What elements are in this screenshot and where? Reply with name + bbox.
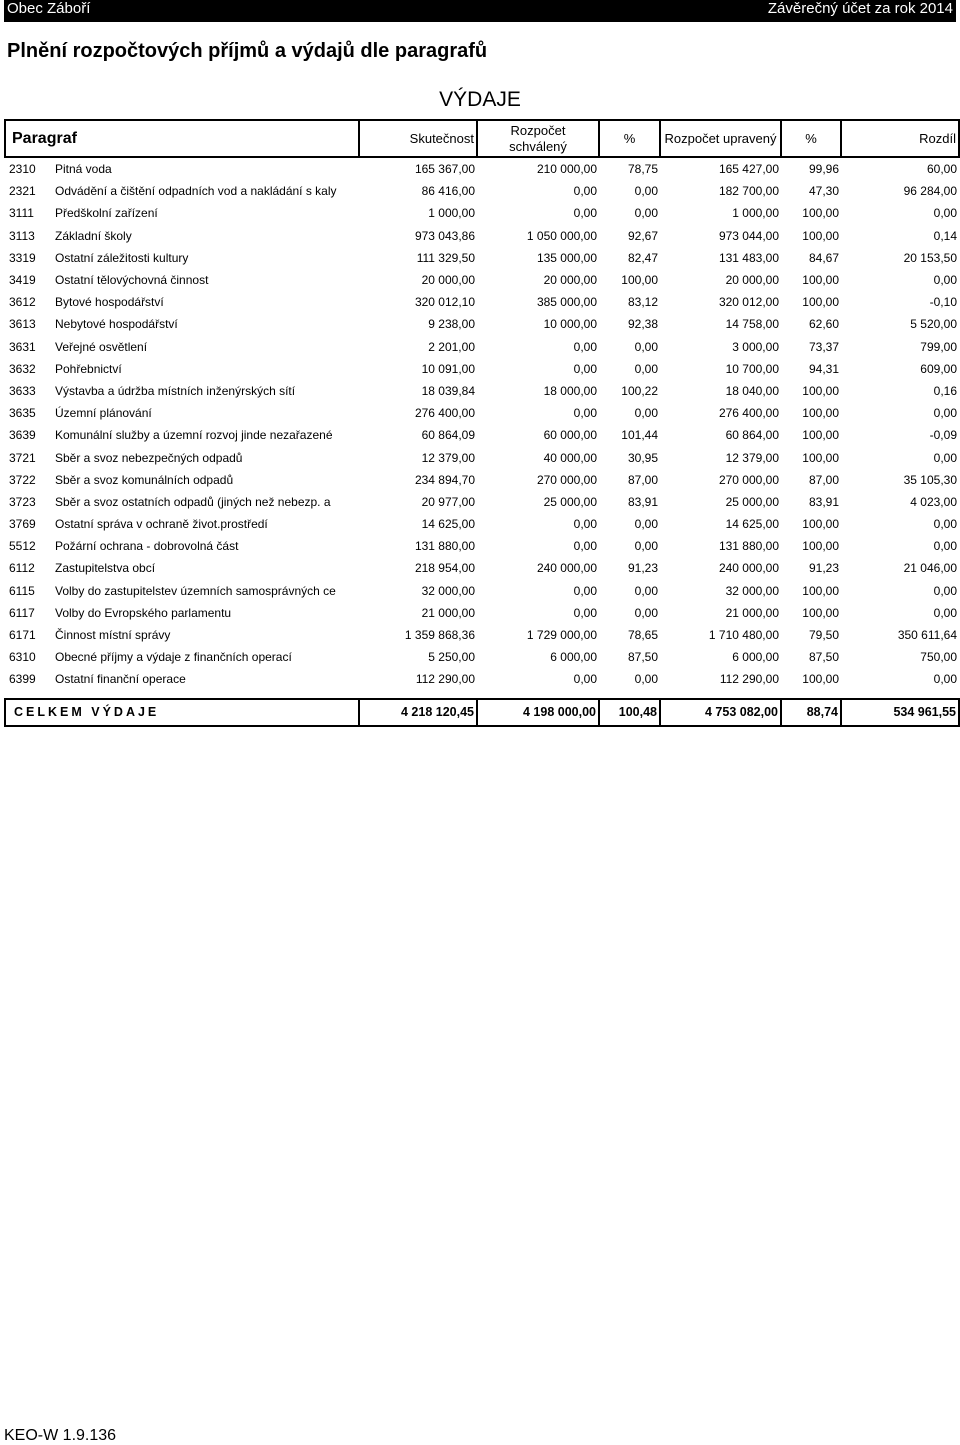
- cell-rozdil: 0,00: [933, 583, 957, 598]
- cell-skutecnost: 276 400,00: [414, 406, 475, 421]
- cell-upraveny: 6 000,00: [732, 650, 779, 665]
- total-pct2: 88,74: [781, 699, 841, 726]
- cell-pct1: 83,12: [627, 295, 658, 310]
- cell-pct1: 0,00: [634, 672, 658, 687]
- cell-paragraf: [5, 446, 359, 468]
- cell-upraveny: 12 379,00: [725, 450, 779, 465]
- paragraph-code: 3633: [9, 383, 36, 398]
- cell-paragraf: [5, 491, 359, 513]
- table-row: [5, 247, 959, 269]
- table-row: [5, 624, 959, 646]
- cell-schvaleny: 0,00: [573, 184, 597, 199]
- cell-upraveny: 60 864,00: [725, 428, 779, 443]
- table-row: [5, 446, 959, 468]
- cell-upraveny: 320 012,00: [718, 295, 779, 310]
- paragraph-code: 3113: [9, 228, 35, 243]
- cell-schvaleny: 10 000,00: [543, 317, 597, 332]
- cell-pct1: 0,00: [634, 517, 658, 532]
- cell-pct1: 100,00: [621, 273, 658, 288]
- paragraph-code: 3721: [9, 450, 36, 465]
- table-row: [5, 402, 959, 424]
- paragraph-code: 6310: [9, 650, 36, 665]
- paragraph-code: 6399: [9, 672, 36, 687]
- cell-pct1: 78,65: [627, 628, 658, 643]
- cell-skutecnost: 131 880,00: [414, 539, 475, 554]
- cell-skutecnost: 5 250,00: [428, 650, 475, 665]
- cell-upraveny: 21 000,00: [725, 605, 779, 620]
- cell-pct2: 87,50: [808, 650, 839, 665]
- cell-rozdil: 96 284,00: [903, 184, 957, 199]
- cell-upraveny: 240 000,00: [718, 561, 779, 576]
- cell-paragraf: [5, 513, 359, 535]
- paragraph-name: Pitná voda: [55, 162, 112, 177]
- cell-upraveny: 112 290,00: [719, 672, 779, 687]
- cell-pct2: 100,00: [802, 517, 839, 532]
- cell-pct2: 100,00: [802, 295, 839, 310]
- cell-pct2: 91,23: [808, 561, 839, 576]
- cell-rozdil: 5 520,00: [910, 317, 957, 332]
- table-row: [5, 469, 959, 491]
- spacer-cell: [5, 691, 959, 699]
- cell-paragraf: [5, 402, 359, 424]
- cell-upraveny: 276 400,00: [718, 406, 779, 421]
- paragraph-code: 3639: [9, 428, 36, 443]
- cell-pct2: 100,00: [802, 605, 839, 620]
- total-skutecnost: 4 218 120,45: [359, 699, 477, 726]
- paragraph-name: Komunální služby a územní rozvoj jinde nezařazené: [55, 428, 333, 443]
- cell-upraveny: 18 040,00: [725, 383, 779, 398]
- paragraph-code: 6112: [9, 561, 35, 576]
- cell-schvaleny: 135 000,00: [536, 250, 597, 265]
- cell-rozdil: 0,00: [933, 273, 957, 288]
- total-row: [5, 699, 959, 726]
- paragraph-name: Volby do Evropského parlamentu: [55, 605, 232, 620]
- cell-pct1: 0,00: [634, 583, 658, 598]
- cell-pct2: 79,50: [808, 628, 839, 643]
- cell-rozdil: 609,00: [920, 361, 957, 376]
- cell-rozdil: 0,00: [933, 206, 957, 221]
- table-row: [5, 358, 959, 380]
- cell-upraveny: 14 625,00: [725, 517, 779, 532]
- cell-paragraf: [5, 291, 359, 313]
- col-header-rozpocet-upraveny: Rozpočet upravený: [660, 120, 781, 157]
- cell-schvaleny: 1 729 000,00: [526, 628, 597, 643]
- cell-upraveny: 20 000,00: [725, 273, 779, 288]
- table-row: [5, 602, 959, 624]
- cell-schvaleny: 0,00: [573, 583, 597, 598]
- cell-pct1: 0,00: [634, 361, 658, 376]
- cell-pct2: 94,31: [808, 361, 839, 376]
- cell-schvaleny: 240 000,00: [536, 561, 597, 576]
- col-header-pct1: %: [599, 120, 660, 157]
- cell-pct2: 83,91: [808, 494, 839, 509]
- cell-schvaleny: 0,00: [573, 361, 597, 376]
- paragraph-name: Odvádění a čištění odpadních vod a nakládání s kaly: [55, 184, 337, 199]
- cell-pct1: 101,44: [621, 428, 658, 443]
- cell-upraveny: 165 427,00: [718, 162, 779, 177]
- paragraph-code: 3111: [9, 206, 34, 221]
- paragraph-code: 6115: [9, 583, 35, 598]
- cell-paragraf: [5, 557, 359, 579]
- cell-upraveny: 973 044,00: [718, 228, 779, 243]
- paragraph-name: Základní školy: [55, 228, 132, 243]
- table-row: [5, 646, 959, 668]
- cell-pct2: 100,00: [802, 206, 839, 221]
- cell-paragraf: [5, 269, 359, 291]
- cell-rozdil: 0,16: [933, 383, 957, 398]
- cell-upraveny: 182 700,00: [718, 184, 779, 199]
- cell-pct1: 87,00: [627, 472, 658, 487]
- paragraph-name: Územní plánování: [55, 406, 152, 421]
- cell-schvaleny: 0,00: [573, 517, 597, 532]
- cell-skutecnost: 1 359 868,36: [404, 628, 475, 643]
- col-header-skutecnost: Skutečnost: [359, 120, 477, 157]
- section-title: VÝDAJE: [439, 88, 521, 111]
- cell-upraveny: 10 700,00: [725, 361, 779, 376]
- paragraph-code: 3723: [9, 494, 36, 509]
- paragraph-name: Pohřebnictví: [55, 361, 122, 376]
- paragraph-code: 3319: [9, 250, 36, 265]
- table-row: [5, 180, 959, 202]
- paragraph-code: 3769: [9, 517, 36, 532]
- paragraph-name: Sběr a svoz nebezpečných odpadů: [55, 450, 243, 465]
- paragraph-code: 3632: [9, 361, 36, 376]
- cell-pct2: 100,00: [802, 228, 839, 243]
- municipality-name: Obec Záboří: [7, 0, 91, 17]
- cell-pct1: 0,00: [634, 605, 658, 620]
- paragraph-name: Obecné příjmy a výdaje z finančních operací: [55, 650, 292, 665]
- table-row: [5, 157, 959, 180]
- cell-schvaleny: 40 000,00: [543, 450, 597, 465]
- cell-paragraf: [5, 202, 359, 224]
- cell-skutecnost: 234 894,70: [414, 472, 475, 487]
- table-row: [5, 513, 959, 535]
- table-row: [5, 535, 959, 557]
- cell-schvaleny: 385 000,00: [536, 295, 597, 310]
- col-header-paragraf: Paragraf: [5, 120, 359, 157]
- cell-rozdil: 0,00: [933, 605, 957, 620]
- cell-pct1: 100,22: [621, 383, 658, 398]
- cell-paragraf: [5, 624, 359, 646]
- cell-upraveny: 1 710 480,00: [708, 628, 779, 643]
- table-header-row: [5, 120, 959, 157]
- table-row: [5, 424, 959, 446]
- cell-rozdil: -0,10: [929, 295, 957, 310]
- paragraph-code: 3722: [9, 472, 36, 487]
- cell-schvaleny: 0,00: [573, 539, 597, 554]
- cell-skutecnost: 165 367,00: [414, 162, 475, 177]
- cell-skutecnost: 1 000,00: [428, 206, 475, 221]
- cell-schvaleny: 0,00: [573, 339, 597, 354]
- cell-schvaleny: 6 000,00: [550, 650, 597, 665]
- paragraph-name: Ostatní správa v ochraně život.prostředí: [55, 517, 268, 532]
- cell-rozdil: 21 046,00: [903, 561, 957, 576]
- cell-pct1: 0,00: [634, 539, 658, 554]
- col-header-pct2: %: [781, 120, 841, 157]
- cell-pct1: 30,95: [627, 450, 658, 465]
- cell-schvaleny: 0,00: [573, 406, 597, 421]
- cell-upraveny: 14 758,00: [725, 317, 779, 332]
- table-row: [5, 313, 959, 335]
- table-row: [5, 580, 959, 602]
- cell-schvaleny: 1 050 000,00: [526, 228, 597, 243]
- cell-pct1: 0,00: [634, 184, 658, 199]
- cell-paragraf: [5, 336, 359, 358]
- cell-skutecnost: 20 977,00: [421, 494, 475, 509]
- cell-skutecnost: 60 864,09: [421, 428, 475, 443]
- table-row: [5, 557, 959, 579]
- cell-upraveny: 25 000,00: [725, 494, 779, 509]
- cell-pct2: 73,37: [808, 339, 839, 354]
- cell-rozdil: 0,00: [933, 517, 957, 532]
- report-title: Závěrečný účet za rok 2014: [767, 0, 953, 17]
- cell-pct2: 99,96: [808, 162, 839, 177]
- cell-pct1: 87,50: [627, 650, 658, 665]
- cell-rozdil: 750,00: [920, 650, 957, 665]
- cell-pct1: 83,91: [627, 494, 658, 509]
- cell-rozdil: 0,00: [933, 672, 957, 687]
- paragraph-name: Bytové hospodářství: [55, 295, 164, 310]
- cell-rozdil: 0,00: [933, 539, 957, 554]
- cell-rozdil: 0,00: [933, 406, 957, 421]
- cell-pct1: 91,23: [627, 561, 658, 576]
- cell-skutecnost: 9 238,00: [428, 317, 475, 332]
- paragraph-code: 6117: [9, 605, 35, 620]
- cell-pct1: 0,00: [634, 206, 658, 221]
- cell-skutecnost: 12 379,00: [421, 450, 475, 465]
- total-rozdil: 534 961,55: [841, 699, 959, 726]
- paragraph-name: Výstavba a údržba místních inženýrských sítí: [55, 383, 296, 398]
- cell-pct2: 100,00: [802, 383, 839, 398]
- cell-upraveny: 1 000,00: [732, 206, 779, 221]
- cell-schvaleny: 0,00: [573, 206, 597, 221]
- col-header-rozpocet-schvaleny: Rozpočet schválený: [477, 120, 599, 157]
- paragraph-name: Ostatní finanční operace: [55, 672, 186, 687]
- paragraph-name: Zastupitelstva obcí: [55, 561, 156, 576]
- cell-paragraf: [5, 157, 359, 180]
- cell-upraveny: 3 000,00: [732, 339, 779, 354]
- table-body: [5, 157, 959, 699]
- cell-skutecnost: 10 091,00: [421, 361, 475, 376]
- paragraph-name: Požární ochrana - dobrovolná část: [55, 539, 239, 554]
- cell-pct2: 100,00: [802, 428, 839, 443]
- cell-skutecnost: 14 625,00: [421, 517, 475, 532]
- cell-skutecnost: 32 000,00: [421, 583, 475, 598]
- cell-paragraf: [5, 602, 359, 624]
- cell-paragraf: [5, 580, 359, 602]
- table-row: [5, 202, 959, 224]
- paragraph-name: Nebytové hospodářství: [55, 317, 178, 332]
- paragraph-code: 3613: [9, 317, 36, 332]
- cell-schvaleny: 18 000,00: [543, 383, 597, 398]
- total-pct1: 100,48: [599, 699, 660, 726]
- paragraph-name: Předškolní zařízení: [55, 206, 158, 221]
- cell-rozdil: 60,00: [926, 162, 957, 177]
- col-header-rozdil: Rozdíl: [841, 120, 959, 157]
- cell-paragraf: [5, 225, 359, 247]
- cell-skutecnost: 86 416,00: [421, 184, 475, 199]
- table-row: [5, 225, 959, 247]
- cell-upraveny: 32 000,00: [725, 583, 779, 598]
- cell-pct1: 0,00: [634, 339, 658, 354]
- paragraph-name: Ostatní záležitosti kultury: [55, 250, 189, 265]
- cell-paragraf: [5, 668, 359, 690]
- cell-upraveny: 131 880,00: [718, 539, 779, 554]
- paragraph-code: 2310: [9, 162, 36, 177]
- cell-rozdil: 350 611,64: [897, 628, 957, 643]
- total-schvaleny: 4 198 000,00: [477, 699, 599, 726]
- cell-pct1: 92,38: [627, 317, 658, 332]
- cell-schvaleny: 210 000,00: [536, 162, 597, 177]
- cell-pct1: 78,75: [627, 162, 658, 177]
- table-row: [5, 668, 959, 690]
- table-row: [5, 336, 959, 358]
- cell-rozdil: 0,14: [933, 228, 957, 243]
- cell-pct2: 62,60: [808, 317, 839, 332]
- cell-pct2: 100,00: [802, 450, 839, 465]
- cell-skutecnost: 112 290,00: [415, 672, 475, 687]
- cell-schvaleny: 0,00: [573, 605, 597, 620]
- cell-paragraf: [5, 535, 359, 557]
- cell-rozdil: 4 023,00: [910, 494, 957, 509]
- cell-skutecnost: 21 000,00: [421, 605, 475, 620]
- cell-pct2: 100,00: [802, 273, 839, 288]
- cell-upraveny: 270 000,00: [718, 472, 779, 487]
- table-row: [5, 491, 959, 513]
- paragraph-name: Sběr a svoz ostatních odpadů (jiných než nebezp. a: [55, 494, 331, 509]
- page-title: Plnění rozpočtových příjmů a výdajů dle paragrafů: [7, 40, 488, 62]
- paragraph-code: 3631: [9, 339, 36, 354]
- paragraph-name: Ostatní tělovýchovná činnost: [55, 273, 209, 288]
- cell-paragraf: [5, 380, 359, 402]
- cell-skutecnost: 218 954,00: [414, 561, 475, 576]
- paragraph-code: 2321: [9, 184, 36, 199]
- cell-skutecnost: 111 329,50: [416, 250, 475, 265]
- cell-paragraf: [5, 646, 359, 668]
- cell-rozdil: -0,09: [929, 428, 957, 443]
- cell-skutecnost: 20 000,00: [421, 273, 475, 288]
- cell-pct2: 84,67: [808, 250, 839, 265]
- cell-paragraf: [5, 247, 359, 269]
- paragraph-name: Činnost místní správy: [55, 628, 171, 643]
- cell-skutecnost: 2 201,00: [428, 339, 475, 354]
- cell-pct2: 47,30: [808, 184, 839, 199]
- cell-paragraf: [5, 313, 359, 335]
- cell-paragraf: [5, 469, 359, 491]
- cell-schvaleny: 25 000,00: [543, 494, 597, 509]
- cell-pct2: 100,00: [802, 672, 839, 687]
- cell-skutecnost: 320 012,10: [414, 295, 475, 310]
- total-upraveny: 4 753 082,00: [660, 699, 781, 726]
- cell-paragraf: [5, 424, 359, 446]
- cell-schvaleny: 0,00: [573, 672, 597, 687]
- paragraph-name: Sběr a svoz komunálních odpadů: [55, 472, 234, 487]
- total-label: CELKEM VÝDAJE: [5, 699, 359, 726]
- cell-skutecnost: 973 043,86: [414, 228, 475, 243]
- paragraph-name: Volby do zastupitelstev územních samosprávných ce: [55, 583, 336, 598]
- cell-pct1: 82,47: [627, 250, 658, 265]
- paragraph-code: 3612: [9, 295, 36, 310]
- cell-paragraf: [5, 358, 359, 380]
- paragraph-code: 3419: [9, 273, 36, 288]
- paragraph-name: Veřejné osvětlení: [55, 339, 148, 354]
- cell-schvaleny: 20 000,00: [543, 273, 597, 288]
- cell-upraveny: 131 483,00: [718, 250, 779, 265]
- software-version: KEO-W 1.9.136: [4, 1427, 117, 1444]
- cell-pct2: 100,00: [802, 406, 839, 421]
- cell-rozdil: 799,00: [920, 339, 957, 354]
- table-row: [5, 380, 959, 402]
- expenditure-table: [4, 119, 960, 727]
- cell-rozdil: 20 153,50: [903, 250, 957, 265]
- cell-pct2: 87,00: [808, 472, 839, 487]
- cell-paragraf: [5, 180, 359, 202]
- paragraph-code: 3635: [9, 406, 36, 421]
- cell-schvaleny: 270 000,00: [536, 472, 597, 487]
- cell-pct2: 100,00: [802, 539, 839, 554]
- spacer-row: [5, 691, 959, 699]
- table-row: [5, 269, 959, 291]
- document-header-bar: [4, 0, 956, 22]
- cell-schvaleny: 60 000,00: [543, 428, 597, 443]
- cell-pct1: 92,67: [627, 228, 658, 243]
- paragraph-code: 5512: [9, 539, 36, 554]
- paragraph-code: 6171: [9, 628, 36, 643]
- cell-rozdil: 0,00: [933, 450, 957, 465]
- cell-skutecnost: 18 039,84: [421, 383, 475, 398]
- cell-pct2: 100,00: [802, 583, 839, 598]
- cell-pct1: 0,00: [634, 406, 658, 421]
- cell-rozdil: 35 105,30: [903, 472, 957, 487]
- table-row: [5, 291, 959, 313]
